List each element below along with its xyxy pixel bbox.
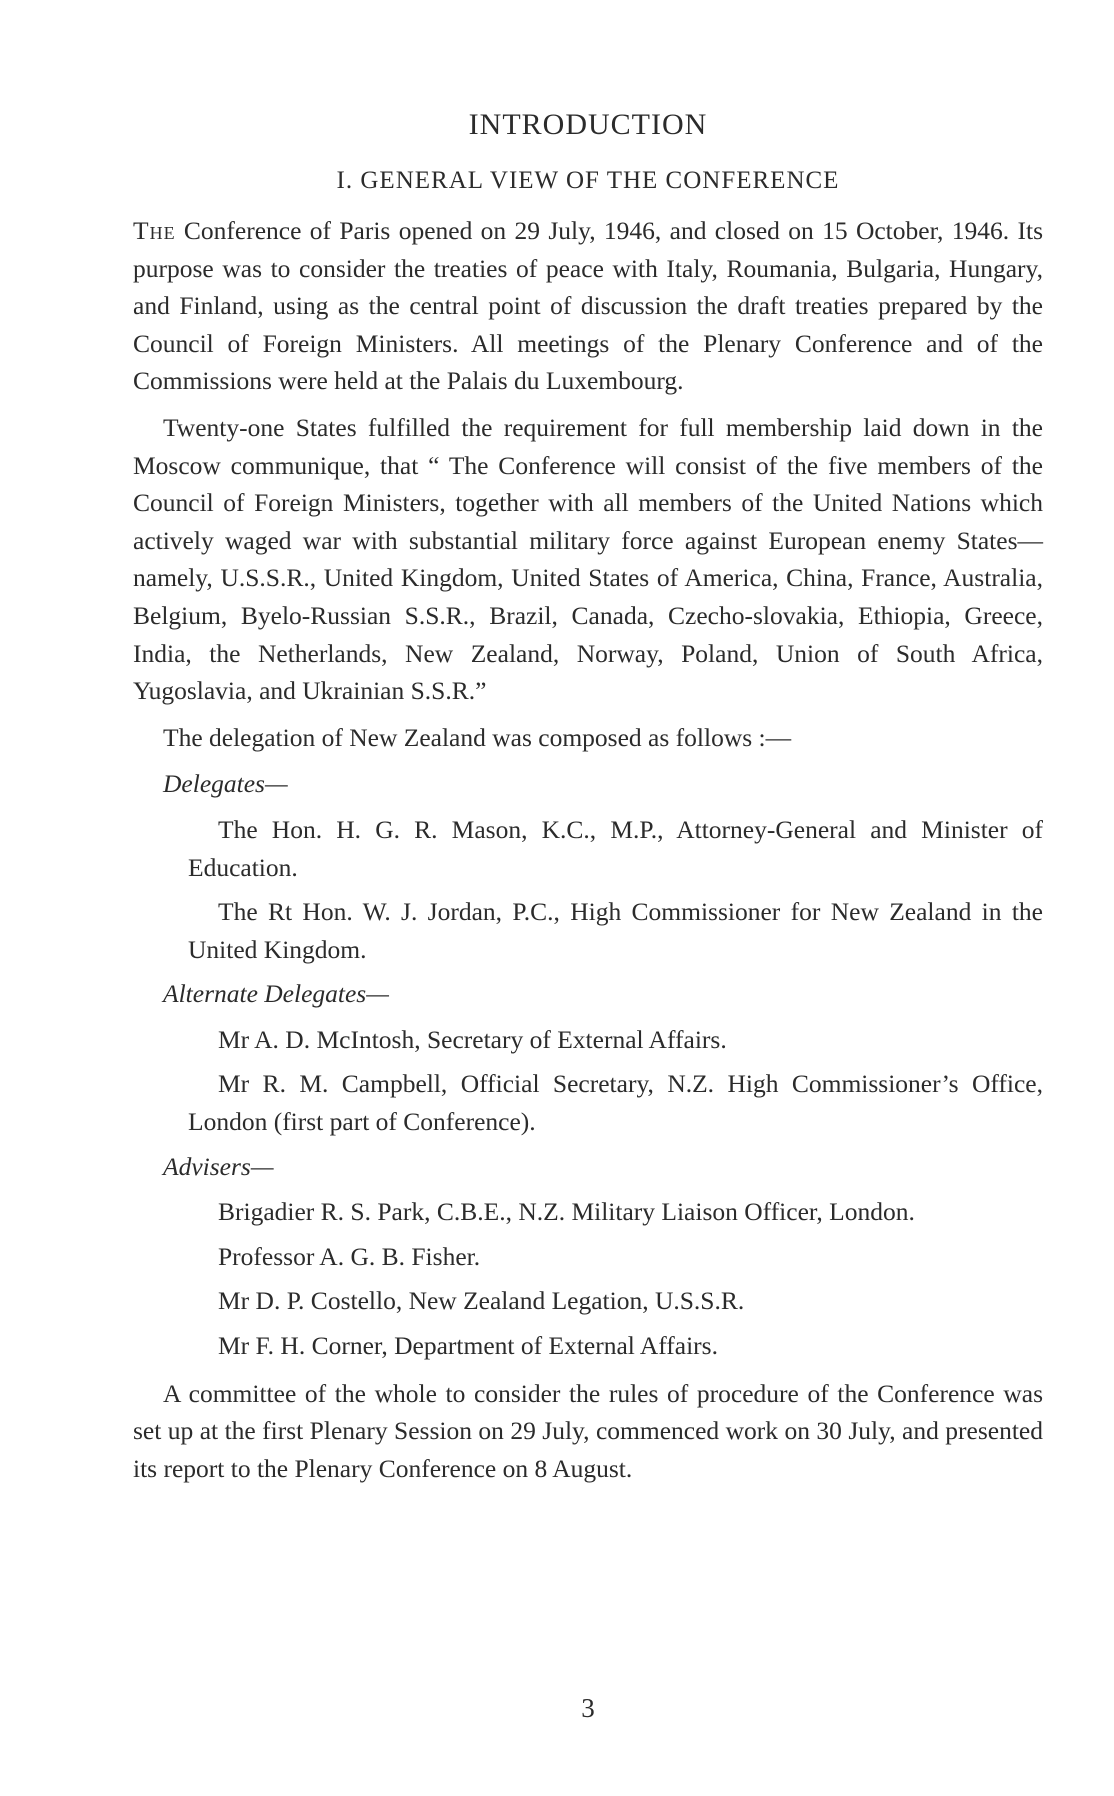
delegate-entry: The Rt Hon. W. J. Jordan, P.C., High Commissioner for New Zealand in the United Kingdom.	[188, 897, 1043, 964]
body-text	[133, 212, 1043, 1496]
paragraph-membership: Twenty-one States fulfilled the requirement for full membership laid down in the Moscow communique, that “ The Conference will consist of the five members of the Council of Foreign Ministers, together with all members of the United Nations which actively waged war with substantial military force against European enemy States—namely, U.S.S.R., United Kingdom, United States of America, China, France, Australia, Belgium, Byelo-Russian S.S.R., Brazil, Canada, Czecho-slovakia, Ethiopia, Greece, India, the Netherlands, New Zealand, Norway, Poland, Union of South Africa, Yugoslavia, and Ukrainian S.S.R.”	[133, 412, 1043, 706]
alternate-delegate-entry: Mr A. D. McIntosh, Secretary of External Affairs.	[218, 1024, 727, 1054]
page-number: 3	[581, 1693, 595, 1723]
page-title: INTRODUCTION	[468, 108, 708, 141]
paragraph-conference-overview	[133, 212, 1043, 400]
delegates-label: Delegates—	[163, 769, 288, 799]
advisers-label: Advisers—	[163, 1151, 274, 1181]
alternate-delegate-entry: Mr R. M. Campbell, Official Secretary, N.Z. High Commissioner’s Office, London (first part of Conference).	[188, 1069, 1043, 1137]
paragraph-text: Conference of Paris opened on 29 July, 1946, and closed on 15 October, 1946. Its purpose was to consider the treaties of peace with Italy, Roumania, Bulgaria, Hungary, and Finland, using as the central point of discussion the draft treaties prepared by the Council of Foreign Ministers. All meetings of the Plenary Conference and of the Commissions were held at the Palais du Luxembourg.	[133, 216, 1043, 396]
adviser-entry: Mr D. P. Costello, New Zealand Legation, U.S.S.R.	[218, 1286, 745, 1316]
adviser-entry: Mr F. H. Corner, Department of External Affairs.	[218, 1331, 718, 1361]
paragraph-rules-committee: A committee of the whole to consider the rules of procedure of the Conference was set up at the first Plenary Session on 29 July, commenced work on 30 July, and presented its report to the Plenary Conference on 8 August.	[133, 1378, 1043, 1483]
delegate-entry: The Hon. H. G. R. Mason, K.C., M.P., Attorney-General and Minister of Education.	[188, 814, 1043, 882]
alternate-delegates-label: Alternate Delegates—	[163, 979, 389, 1009]
adviser-entry: Professor A. G. B. Fisher.	[218, 1241, 481, 1271]
paragraph-lead-word: The	[133, 216, 176, 245]
adviser-entry: Brigadier R. S. Park, C.B.E., N.Z. Military Liaison Officer, London.	[218, 1197, 915, 1227]
section-heading: I. GENERAL VIEW OF THE CONFERENCE	[336, 167, 840, 194]
paragraph-delegation-intro: The delegation of New Zealand was composed as follows :—	[163, 722, 792, 752]
